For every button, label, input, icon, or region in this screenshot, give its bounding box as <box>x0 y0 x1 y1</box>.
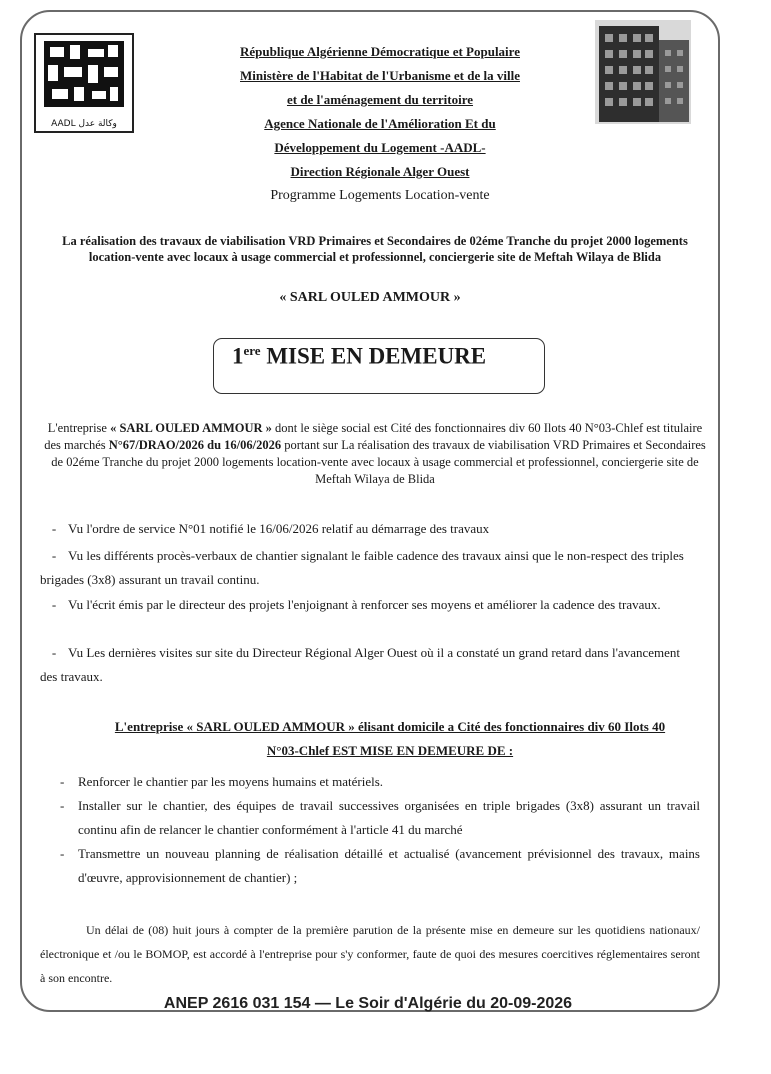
contract-paragraph <box>40 420 710 488</box>
aadl-logo <box>34 33 134 133</box>
measure-item: - Transmettre un nouveau planning de réalisation détaillé et actualisé (avancement prévisionnel des travaux, mains d'œuvre, approvisionnement de chantier) ; <box>60 842 700 890</box>
header-agency-cont: Développement du Logement -AADL- <box>274 140 486 155</box>
dash-bullet: - <box>51 597 57 612</box>
header-ministry: Ministère de l'Habitat de l'Urbanisme et de la ville <box>240 68 520 83</box>
deadline-text: Un délai de (08) huit jours à compter de la première parution de la présente mise en demeure sur les quotidiens nationaux/électronique et /ou le BOMOP, est accordé à l'entreprise pour s'y conformer, faute de quoi des mesures coercitives réglementaires seront à son encontre. <box>40 923 700 985</box>
publication-footer: ANEP 2616 031 154 — Le Soir d'Algérie du 20-09-2026 <box>163 995 573 1012</box>
consideration-text: Vu les différents procès-verbaux de chantier signalant le faible cadence des travaux ainsi que le non-respect des triples brigades (3x8) assurant un travail continu. <box>40 548 684 587</box>
header-programme: Programme Logements Location-vente <box>270 188 490 203</box>
body-part-a: L'entreprise <box>47 421 111 435</box>
consideration-text: Vu Les dernières visites sur site du Directeur Régional Alger Ouest où il a constaté un grand retard dans l'avancement des travaux. <box>40 645 681 684</box>
title-ordinal-suffix: ere <box>243 343 261 358</box>
required-measures-list <box>60 770 700 890</box>
notice-title <box>213 338 545 394</box>
measure-item: - Renforcer le chantier par les moyens humains et matériels. <box>60 770 700 794</box>
consideration-text: Vu l'ordre de service N°01 notifié le 16/06/2026 relatif au démarrage des travaux <box>68 521 490 536</box>
decision-line-1: L'entreprise « SARL OULED AMMOUR » élisant domicile a Cité des fonctionnaires div 60 Ilots 40 <box>114 719 666 734</box>
consideration-text: Vu l'écrit émis par le directeur des projets l'enjoignant à renforcer ses moyens et améliorer la cadence des travaux. <box>68 597 661 612</box>
header-ministry-cont: et de l'aménagement du territoire <box>286 92 474 107</box>
dash-bullet: - <box>51 645 57 660</box>
formal-notice-heading <box>60 715 720 763</box>
title-text: MISE EN DEMEURE <box>260 343 487 369</box>
deadline-paragraph <box>40 918 700 990</box>
title-ordinal: 1 <box>232 343 244 369</box>
company-name: « SARL OULED AMMOUR » <box>279 290 461 305</box>
consideration-item <box>40 517 700 541</box>
logo-caption: AADL وكالة عدل <box>51 119 117 129</box>
consideration-item <box>40 544 700 592</box>
body-part-c: portant sur La réalisation des travaux de viabilisation VRD Primaires et Secondaires de 02éme Tranche du projet 2000 logements location-vente avec locaux à usage commercial et professionnel, conciergerie site de Meftah Wilaya de Blida <box>51 438 706 486</box>
building-photo <box>595 20 691 124</box>
letterhead <box>190 40 570 208</box>
body-part-b: dont le siège social est Cité des fonctionnaires div 60 Ilots 40 N°03-Chlef est titulaire des marchés <box>44 421 703 452</box>
dash-bullet: - <box>51 548 57 563</box>
body-contract-ref: N°67/DRAO/2026 du 16/06/2026 <box>108 438 282 452</box>
header-agency: Agence Nationale de l'Amélioration Et du <box>264 116 496 131</box>
building-illustration <box>595 20 691 124</box>
decision-line-2: N°03-Chlef EST MISE EN DEMEURE DE : <box>266 743 514 758</box>
consideration-item <box>40 641 700 689</box>
measure-item: - Installer sur le chantier, des équipes de travail successives organisées en triple brigades (3x8) assurant un travail continu afin de relancer le chantier conformément à l'article 41 du marché <box>60 794 700 842</box>
consideration-item <box>40 593 700 617</box>
header-direction: Direction Régionale Alger Ouest <box>290 164 470 179</box>
aadl-logo-mark <box>36 35 132 113</box>
project-intro: La réalisation des travaux de viabilisation VRD Primaires et Secondaires de 02éme Tranche du projet 2000 logements location-vente avec locaux à usage commercial et professionnel, conciergerie site de Meftah Wilaya de Blida <box>62 234 688 264</box>
dash-bullet: - <box>51 521 57 536</box>
body-company: « SARL OULED AMMOUR » <box>110 421 272 435</box>
header-republic: République Algérienne Démocratique et Populaire <box>240 44 520 59</box>
